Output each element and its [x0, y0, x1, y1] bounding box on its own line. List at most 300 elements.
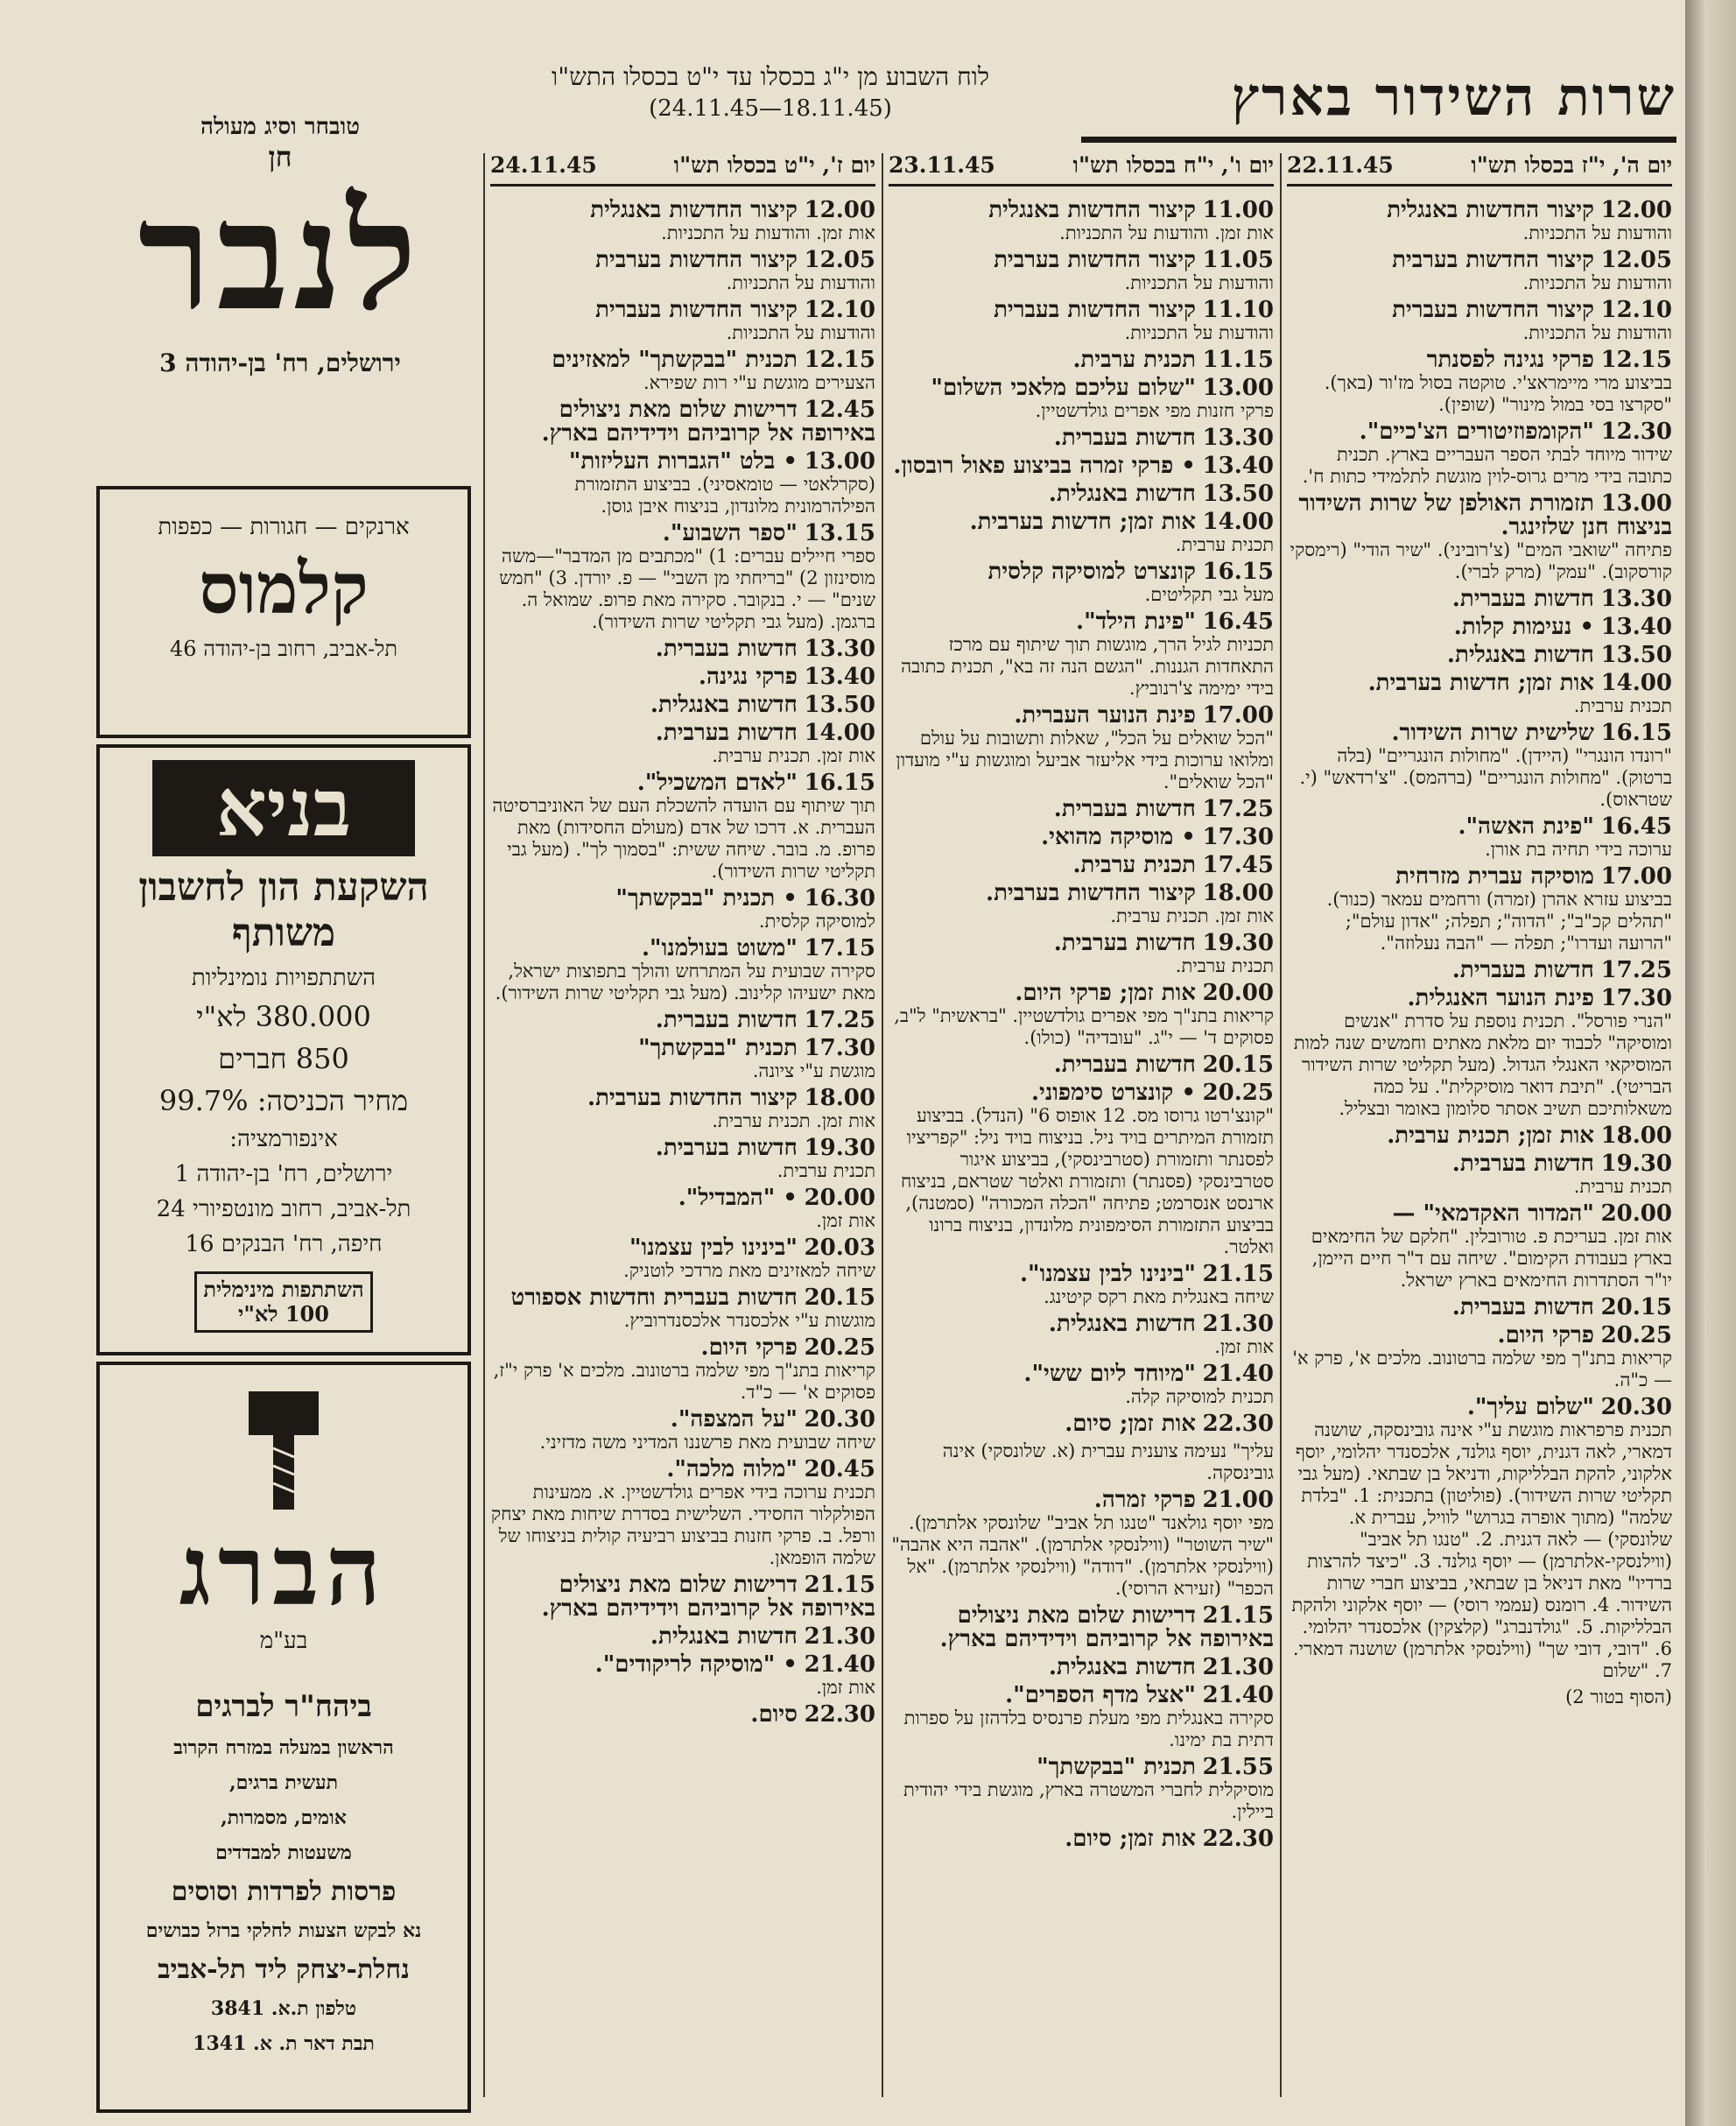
day-heading: [889, 153, 1274, 187]
ads-column: [79, 53, 464, 2110]
entry-time: 21.30: [804, 1623, 875, 1650]
day-heading: [1287, 153, 1672, 187]
entry-title: פרקי זמרה.: [1093, 1487, 1196, 1513]
entry-time: 13.00: [1202, 375, 1274, 401]
schedule-entry: [1287, 1324, 1672, 1391]
entry-title: חדשות בעברית.: [1451, 1294, 1594, 1320]
ad-sub: בע"מ: [259, 1628, 308, 1654]
day-date: 23.11.45: [889, 153, 995, 178]
entry-title: אות זמן; סיום.: [1065, 1826, 1196, 1852]
schedule-entry: [889, 854, 1274, 877]
entry-title: פרקי נגינה לפסנתר: [1426, 347, 1594, 373]
schedule-entry: [889, 610, 1274, 700]
entry-title: • מוסיקה מהואי.: [1041, 824, 1196, 850]
entry-time: 22.30: [1202, 1826, 1274, 1852]
entry-time: 13.30: [1600, 586, 1672, 612]
entry-description: אות זמן.: [1214, 1336, 1274, 1357]
entry-time: 21.30: [1202, 1311, 1274, 1337]
schedule-entry: [1287, 1396, 1672, 1682]
schedule-entry: [889, 704, 1274, 793]
entry-description: "הכל שואלים על הכל", שאלות ותשובות על עולם ומלואו ערוכות בידי אליעזר אביעל ומוגשות ע"י מועדון "הכל שואלים".: [896, 728, 1274, 792]
day-label: יום ו', י"ח בכסלו תש"ו: [1072, 153, 1274, 178]
entry-time: 17.00: [1202, 702, 1274, 729]
entry-title: תכנית "בבקשתך": [1037, 1754, 1196, 1780]
entry-title: חדשות בערבית.: [1053, 930, 1196, 956]
entry-time: 14.00: [1600, 670, 1672, 696]
entry-time: 13.40: [804, 664, 875, 690]
schedule-entry: [889, 1053, 1274, 1077]
entry-description: אות זמן. תכנית ערבית.: [712, 1110, 875, 1131]
entry-title: חדשות באנגלית.: [650, 692, 798, 718]
entry-time: 20.03: [804, 1235, 875, 1261]
entry-title: אות זמן; פרקי היום.: [1015, 980, 1196, 1006]
entry-description: אות זמן. בעריכת פ. טורובלין. "חלקם של החימאים בארץ בעבודת הקימום". שיחה עם ד"ר חיים היימן, יו"ר הסתדרות החימאים בארץ ישראל.: [1311, 1226, 1672, 1291]
schedule-entry: [490, 1408, 875, 1454]
entry-time: 12.15: [804, 347, 875, 373]
entry-title: קיצור החדשות בערבית.: [587, 1085, 798, 1111]
ad-line: תל-אביב, רחוב מונטפיורי 24: [156, 1196, 411, 1222]
entry-description: שיחה למאזינים מאת מרדכי לוטניק.: [623, 1260, 875, 1281]
ad-items: ארנקים — חגורות — כפפות: [158, 514, 410, 540]
entry-title: פרקי נגינה.: [698, 664, 798, 690]
schedule-entry: [889, 1412, 1274, 1436]
entry-title: פינת הנוער האנגלית.: [1407, 985, 1594, 1011]
entry-description: והודעות על התכניות.: [1522, 322, 1672, 343]
ad-line: נחלת-יצחק ליד תל-אביב: [158, 1954, 410, 1985]
entry-time: 20.00: [804, 1185, 875, 1211]
entry-description: שיחה באנגלית מאת רקס קיטינג.: [1044, 1286, 1274, 1307]
entry-time: 14.00: [804, 720, 875, 746]
ad-address: תל-אביב, רחוב בן-יהודה 46: [170, 637, 397, 661]
entry-description: תכנית ערבית.: [1175, 955, 1274, 976]
schedule-entry: [889, 1684, 1274, 1751]
schedule-entry: [1287, 987, 1672, 1120]
entry-title: חדשות בעברית.: [1053, 1052, 1196, 1078]
entry-time: 11.05: [1202, 247, 1274, 273]
schedule-entry: [1287, 420, 1672, 488]
schedule-entry: [889, 482, 1274, 506]
entry-description: בביצוע עזרא אהרן (זמרה) ורחמים עמאר (כנור). "תהלים קכ"ב"; "הדוה"; תפלה; "אדון עולם"; "הרועה ועדרו"; תפלה — "הבה נעלוזה".: [1326, 889, 1672, 954]
schedule-entry: [889, 199, 1274, 244]
entry-time: 12.00: [1600, 197, 1672, 223]
day-label: יום ז', י"ט בכסלו תש"ו: [673, 153, 875, 178]
entry-title: דרישות שלום מאת ניצולים באירופה אל קרוביהם וידידיהם בארץ.: [939, 1602, 1274, 1652]
schedule-entry: [490, 1087, 875, 1132]
entry-description: "קונצ'רטו גרוסו מס. 12 אופוס 6" (הנדל). בביצוע תזמורת המיתרים בויד ניל. בניצוח בויד ניל: "קפריציו לפסנתר ותזמורת (סטרבינסקי), בביצוע איגור סטרבינסקי (פסנתר) ותזמורת ואלטר שטראם, בניצוח ארנסט אנסרמט; פתיחה "הכלה המכורה" (סמטנה), בביצוע התזמורת הסימפונית מלונדון, בניצוח ברונו ואלטר.: [900, 1105, 1274, 1257]
schedule-entry: [1287, 299, 1672, 344]
entry-description: תוך שיתוף עם הועדה להשכלת העם של האוניברסיטה העברית. א. דרכו של אדם (מעולם החסידות) מאת פרופ. מ. בובר. שיחה ששית: "בסמוך לך". (מעל גבי תקליטי שרות השידור).: [492, 795, 875, 882]
schedule-entry: [490, 1186, 875, 1232]
entry-description: "רונדו הונגרי" (היידן). "מחולות הונגריים" (בלה ברטוק). "מחולות הונגריים" (ברהמס). "צ'רדאש" (י. שטראוס).: [1299, 745, 1672, 810]
schedule-entry: [490, 199, 875, 244]
schedule-entry: [1287, 672, 1672, 717]
entry-time: 13.50: [1202, 481, 1274, 507]
entry-title: חדשות בעברית.: [1451, 586, 1594, 612]
day-label: יום ה', י"ז בכסלו תש"ו: [1471, 153, 1672, 178]
entry-title: שלישית שרות השידור.: [1391, 720, 1594, 746]
entry-time: 17.15: [804, 935, 875, 961]
column-divider: [483, 153, 485, 2097]
entry-title: קיצור החדשות באנגלית: [988, 197, 1196, 223]
schedule-entry: [490, 1137, 875, 1182]
entry-description: קריאות בתנ"ך מפי אפרים גולדשטיין. "בראשית" ל"ב, פסוקים ד' — י"ג. "עובדיה" (כולו).: [894, 1005, 1274, 1048]
entry-description: והודעות על התכניות.: [726, 322, 875, 343]
entry-title: "לאדם המשכיל".: [636, 770, 798, 796]
entry-description: ערוכה בידי תחיה בת אורן.: [1485, 839, 1672, 860]
entry-title: קיצור החדשות באנגלית: [1387, 197, 1594, 223]
schedule-entry: [490, 937, 875, 1004]
entry-title: קיצור החדשות בעברית: [994, 297, 1196, 323]
entry-description: פרקי חזנות מפי אפרים גולדשטיין.: [1035, 400, 1274, 421]
page-title: שרות השידור בארץ: [1081, 58, 1676, 143]
entry-time: 20.30: [1600, 1394, 1672, 1420]
entry-time: 13.30: [1202, 425, 1274, 451]
entry-title: חדשות בערבית.: [655, 1135, 798, 1161]
schedule-entry: [889, 348, 1274, 372]
entry-title: "פינת האשה".: [1458, 813, 1594, 840]
schedule-entry: [889, 982, 1274, 1049]
entry-time: 11.10: [1202, 297, 1274, 323]
entry-time: 20.15: [804, 1285, 875, 1311]
entry-title: קיצור החדשות בערבית: [595, 247, 798, 273]
entry-description: תכניות לגיל הרך, מוגשות תוך שיתוף עם מרכז התאחדות הגננות. "הגשם הנה זה בא", תכנית כתובה בידי ימימה צ'רנוביץ.: [901, 634, 1274, 699]
schedule-entry: [490, 1236, 875, 1282]
entry-title: חדשות באנגלית.: [1048, 1654, 1196, 1680]
entry-description: אות זמן.: [816, 1210, 875, 1231]
entry-time: 16.30: [804, 885, 875, 912]
entry-title: חדשות בערבית.: [655, 720, 798, 746]
entry-description: מפי יוסף גולאנד "טנגו תל אביב" שלונסקי אלתרמן). "שיר השוטר" (ווילנסקי אלתרמן). "אהבה היא אהבה" (ווילנסקי אלתרמן). "דודה" (ווילנסקי אלתרמן). "אל הכפר" (זעירא הרוסי).: [891, 1512, 1274, 1599]
entry-time: 20.30: [804, 1406, 875, 1433]
entry-description: פתיחה "שואבי המים" (צ'רוביני). "שיר הודי" (רימסקי קורסקוב). "עמק" (מרק לברי).: [1290, 539, 1672, 582]
entry-time: 13.40: [1202, 453, 1274, 479]
entry-title: פינת הנוער העברית.: [1014, 702, 1196, 729]
entry-title: "משוט בעולמנו".: [641, 935, 798, 961]
entry-time: 13.30: [804, 636, 875, 662]
entry-title: "פינת הילד".: [1076, 609, 1196, 635]
schedule-entry: [1287, 199, 1672, 244]
entry-time: 20.00: [1600, 1200, 1672, 1227]
entry-title: אות זמן; סיום.: [1065, 1411, 1196, 1437]
entry-title: אות זמן; חדשות בערבית.: [1367, 670, 1594, 696]
entry-description: למוסיקה קלסית.: [758, 911, 875, 932]
schedule-entry: [1287, 1202, 1672, 1292]
ad-headline: ביהח"ר לברגים: [195, 1689, 372, 1724]
entry-description: והודעות על התכניות.: [1522, 222, 1672, 243]
entry-time: 20.15: [1600, 1294, 1672, 1320]
entry-title: • "מוסיקה לריקודים".: [594, 1651, 798, 1678]
schedule-entry: [889, 1263, 1274, 1308]
ad-investment: [96, 744, 471, 1355]
entry-description: סקירה שבועית על המתרחש והולך בתפוצות ישראל, מאת ישעיהו קלינוב. (מעל גבי תקליטי שרות השידור).: [495, 961, 875, 1003]
entry-title: "מלוה מלכה".: [666, 1456, 798, 1482]
entry-time: 22.30: [804, 1701, 875, 1728]
entry-title: חדשות בעברית.: [1451, 957, 1594, 983]
schedule-entry: [490, 450, 875, 517]
entry-title: דרישות שלום מאת ניצולים באירופה אל קרוביהם וידידיהם בארץ.: [541, 1572, 875, 1622]
schedule-entry: [490, 665, 875, 689]
entry-title: • תכנית "בבקשתך": [615, 885, 798, 912]
entry-description: תכנית פרפראות מוגשת ע"י אינה גובינסקה, שושנה דמארי, לאה דגנית, יוסף גולנד, אלכסנדר יהלומי, יוסף אלקוני, להקת הבלליקות, ודניאל בן שבתאי. (מעל גבי תקליטי שרות השידור). (פוליטון) בתכנית: 1. "בלדת שלמה" (מתוך אופרה בגרוש" לוויל, עברית א. שלונסקי) — לאה דגנית. 2. "טנגו תל אביב" (ווילנסקי-אלתרמן) — יוסף גולנד. 3. "כיצד להרצות ברדיו" מאת דניאל בן שבתאי, בביצוע חברי שרות השידור. 4. רומנס (עממי רוסי) — יוסף אלקוני ולהקת הבלליקות. 5. "גולדנברג" (קלצקין) אלכסנדר יהלומי. 6. "דובי, דובי שך" (ווילנסקי אלתרמן) שושנה דמארי. 7. "שלום: [1291, 1419, 1672, 1681]
schedule-entry: [1287, 249, 1672, 294]
entry-title: • פרקי זמרה בביצוע פאול רובסון.: [893, 453, 1196, 479]
ad-line: חיפה, רח' הבנקים 16: [185, 1231, 383, 1257]
ad-line: ירושלים, רח' בן-יהודה 1: [174, 1161, 393, 1187]
ad-lanber: [96, 53, 464, 473]
schedule-entry: [1287, 722, 1672, 811]
schedule-entry: [1287, 815, 1672, 861]
entry-time: 12.30: [1600, 419, 1672, 445]
week-line: [490, 61, 1051, 124]
entry-description: "הנרי פורסל". תכנית נוספת על סדרת "אנשים ומוסיקה" לכבוד יום מלאת מאתים וחמשים שנה למות המוסיקאי האנגלי הגדול. (מעל תקליטי שרות השידור הבריטי). "תיבת דואר מוסיקלית". על כמה משאלותיכם תשיב אסתר סלומון באומר ובצליל.: [1293, 1010, 1672, 1119]
schedule-entry: [889, 1081, 1274, 1258]
entry-description: שידור מיוחד לבתי הספר העבריים בארץ. תכנית כתובה בידי מרים גרוס-לוין מוגשת לתלמידי כתות ח'.: [1302, 444, 1672, 487]
schedule-entry: [1287, 1296, 1672, 1320]
entry-time: 21.40: [804, 1651, 875, 1678]
entry-time: 16.15: [1202, 559, 1274, 585]
entry-time: 17.25: [1600, 957, 1672, 983]
entry-title: חדשות באנגלית.: [1048, 481, 1196, 507]
entry-title: פרקי היום.: [1497, 1322, 1594, 1348]
entry-time: 17.25: [804, 1007, 875, 1033]
entry-time: 13.15: [804, 520, 875, 546]
entry-description: שיחה שבועית מאת פרשננו המדיני משה מדזיני.: [539, 1432, 875, 1453]
entry-description: תכנית ערבית.: [777, 1160, 875, 1181]
schedule-entry: [1287, 492, 1672, 583]
entry-time: 20.25: [1600, 1322, 1672, 1348]
bolt-icon: [196, 1383, 371, 1514]
schedule-entry: [1287, 616, 1672, 639]
entry-description: קריאות בתנ"ך מפי שלמה ברטונוב. מלכים א', פרק א' — כ"ה.: [1292, 1348, 1672, 1390]
entry-time: 12.45: [804, 397, 875, 423]
ad-haboreg: [96, 1362, 471, 2113]
schedule-entry: [889, 826, 1274, 849]
schedule-entry: [889, 1656, 1274, 1679]
entry-title: חדשות בעברית.: [1053, 425, 1196, 451]
schedule-entry: [889, 377, 1274, 422]
entry-title: "על המצפה".: [670, 1406, 798, 1433]
entry-title: תזמורת האולפן של שרות השידור בניצוח חנן שלזינגר.: [1298, 490, 1672, 540]
schedule-entry: [889, 510, 1274, 556]
schedule-entry: [889, 1827, 1274, 1851]
schedule-entry: [889, 882, 1274, 927]
entry-time: 18.00: [1600, 1123, 1672, 1149]
entry-title: תכנית ערבית.: [1072, 347, 1196, 373]
entry-description: ספרי חיילים עברים: 1) "מכתבים מן המדבר"—משה מוסינזון 2) "בריחתי מן השבי" — פ. יורדן. 3) "חמש שנים" — י. בנקובר. סקירה מאת פרופ. שמואל ה. ברגמן. (מעל גבי תקליטי שרות השידור).: [499, 546, 875, 632]
entry-time: 20.00: [1202, 980, 1274, 1006]
schedule-entry: [490, 887, 875, 933]
schedule-entry: [889, 560, 1274, 606]
entry-description: (סקרלאטי — טומאסיני). בביצוע התזמורת הפילהרמונית מלונדון, בניצוח איבן גוסן.: [574, 474, 875, 517]
ad-line: משעטות למבדדים: [215, 1841, 352, 1864]
schedule-entry: [889, 1362, 1274, 1408]
schedule-entry: [490, 522, 875, 633]
schedule-entry: [1287, 1152, 1672, 1198]
entry-time: 19.30: [804, 1135, 875, 1161]
entry-title: • קונצרט סימפוני.: [1030, 1080, 1196, 1106]
entry-time: 12.10: [1600, 297, 1672, 323]
entry-title: קיצור החדשות באנגלית: [590, 197, 798, 223]
entry-time: 21.40: [1202, 1361, 1274, 1387]
schedule-entry: [1287, 1124, 1672, 1148]
entry-description: מוגשת ע"י ציונה.: [752, 1060, 875, 1081]
ad-line: אומים, מסמרות,: [221, 1806, 347, 1829]
entry-description: בביצוע מרי מיימראצ'י. טוקטה בסול מז'ור (באך). "סקרצו בסי במול מינור" (שופין).: [1324, 372, 1672, 415]
ad-line: הראשון במעלה במזרח הקרוב: [173, 1736, 394, 1759]
entry-title: "אצל מדף הספרים".: [1005, 1682, 1196, 1708]
entry-time: 20.15: [1202, 1052, 1274, 1078]
entry-time: 20.45: [804, 1456, 875, 1482]
schedule-entry: [490, 398, 875, 446]
ad-banner: בניא: [152, 760, 415, 856]
schedule-entry: [490, 1009, 875, 1032]
ad-tagline: טובחר וסיג מעולה: [200, 114, 360, 140]
entry-time: 13.50: [1600, 642, 1672, 668]
week-range: לוח השבוע מן י"ג בכסלו עד י"ט בכסלו התש"ו: [552, 62, 989, 91]
day-date: 22.11.45: [1287, 153, 1394, 178]
entry-description: והודעות על התכניות.: [1124, 322, 1274, 343]
entry-title: חדשות באנגלית.: [650, 1623, 798, 1650]
schedule-entry: [889, 1604, 1274, 1651]
entry-time: 22.30: [1202, 1411, 1274, 1437]
entry-time: 21.00: [1202, 1487, 1274, 1513]
column-divider: [1280, 153, 1282, 2097]
ad-line: תבת דאר ת. א. 1341: [193, 2032, 375, 2055]
entry-description: והודעות על התכניות.: [1124, 272, 1274, 293]
schedule-entry: [490, 1625, 875, 1649]
entry-description: תכנית ערבית.: [1573, 695, 1672, 716]
schedule-entry: [1287, 588, 1672, 611]
entry-title: "שלום עליכם מלאכי השלום": [931, 375, 1196, 401]
entry-time: 21.40: [1202, 1682, 1274, 1708]
entry-title: תכנית "בבקשתך" למאזינים: [552, 347, 798, 373]
entry-time: 18.00: [1202, 880, 1274, 906]
entry-title: קיצור החדשות בערבית: [994, 247, 1196, 273]
entry-description: אות זמן. והודעות על התכניות.: [661, 222, 875, 243]
ad-line: השתתפויות נומינליות: [191, 965, 376, 991]
entry-title: חדשות בעברית וחדשות אספורט: [510, 1285, 798, 1311]
entry-title: חדשות באנגלית.: [1446, 642, 1594, 668]
entry-description: והודעות על התכניות.: [726, 272, 875, 293]
entry-description: תכנית ערבית.: [1175, 534, 1274, 555]
column-divider: [882, 153, 883, 2097]
entry-time: 16.45: [1600, 813, 1672, 840]
entry-time: 17.30: [804, 1035, 875, 1061]
schedule-entry: [490, 348, 875, 394]
entry-time: 20.25: [804, 1334, 875, 1361]
entry-description: אות זמן. והודעות על התכניות.: [1059, 222, 1274, 243]
schedule-entry: [1287, 644, 1672, 667]
entry-description: מוסיקלית לחברי המשטרה בארץ, מוגשת בידי יהודית ביילין.: [903, 1779, 1274, 1822]
day-date: 24.11.45: [490, 153, 597, 178]
ad-line: 380.000 לא"י: [196, 1000, 371, 1033]
entry-time: 11.15: [1202, 347, 1274, 373]
entry-title: מוסיקה עברית מזרחית: [1395, 863, 1594, 890]
entry-title: קיצור החדשות בעברית: [595, 297, 798, 323]
entry-time: 16.15: [804, 770, 875, 796]
entry-title: קיצור החדשות בערבית: [1392, 247, 1594, 273]
ad-logo: הברג: [179, 1514, 389, 1627]
entry-time: 14.00: [1202, 509, 1274, 535]
entry-title: תכנית "בבקשתך": [638, 1035, 798, 1061]
entry-time: 12.05: [1600, 247, 1672, 273]
ad-word: חן: [268, 140, 292, 173]
entry-description: והודעות על התכניות.: [1522, 272, 1672, 293]
entry-description: אות זמן.: [816, 1677, 875, 1698]
schedule-entry: [889, 299, 1274, 344]
ad-line: אינפורמציה:: [229, 1126, 338, 1152]
schedule-column-friday: [889, 153, 1274, 2097]
entry-time: 17.25: [1202, 796, 1274, 822]
entry-title: "שלום עליך".: [1466, 1394, 1594, 1420]
schedule-entry: [889, 932, 1274, 977]
entry-time: 21.15: [804, 1572, 875, 1598]
entry-time: 16.45: [1202, 609, 1274, 635]
schedule-entry: [889, 1313, 1274, 1358]
entry-time: 13.40: [1600, 614, 1672, 640]
entry-time: 12.15: [1600, 347, 1672, 373]
entry-time: 17.45: [1202, 852, 1274, 878]
ad-line: תעשית ברגים,: [228, 1771, 339, 1794]
entry-time: 19.30: [1202, 930, 1274, 956]
entry-description: מוגשות ע"י אלכסנדר אלכסנדרוביץ.: [623, 1310, 875, 1331]
entry-title: • בלט "הגברות העליזות": [568, 448, 798, 475]
entry-title: "מיוחד ליום ששי".: [1023, 1361, 1196, 1387]
entry-title: "הקומפוזיטורים הצ'כיים".: [1359, 419, 1594, 445]
entry-time: 12.10: [804, 297, 875, 323]
entry-time: 13.00: [804, 448, 875, 475]
schedule-entry: [889, 798, 1274, 821]
entry-title: קונצרט למוסיקה קלסית: [987, 559, 1196, 585]
entry-time: 12.00: [804, 197, 875, 223]
entry-description: סקירה באנגלית מפי מעלת פרנסיס בלדהזן על ספרות דתית בת ימינו.: [903, 1707, 1274, 1750]
entry-title: • "המבדיל".: [678, 1185, 798, 1211]
schedule-column-saturday: [490, 153, 875, 2097]
entry-time: 13.50: [804, 692, 875, 718]
entry-title: חדשות בעברית.: [655, 636, 798, 662]
entry-time: 17.30: [1600, 985, 1672, 1011]
schedule-entry: [889, 249, 1274, 294]
entry-time: 20.25: [1202, 1080, 1274, 1106]
entry-time: 11.00: [1202, 197, 1274, 223]
entry-title: חדשות בעברית.: [655, 1007, 798, 1033]
ad-kalmus: [96, 486, 471, 738]
schedule-entry: [490, 693, 875, 717]
entry-title: אות זמן; חדשות בערבית.: [969, 509, 1196, 535]
entry-time: 17.30: [1202, 824, 1274, 850]
entry-title: סיום.: [750, 1701, 798, 1728]
ad-line: פרסות לפרדות וסוסים: [171, 1876, 397, 1907]
entry-description: מעל גבי תקליטים.: [1144, 584, 1274, 605]
schedule-entry: [490, 249, 875, 294]
entry-title: קיצור החדשות בעברית: [1392, 297, 1594, 323]
schedule-entry: [490, 1703, 875, 1727]
ad-line: מחיר הכניסה: 99.7%: [158, 1084, 409, 1117]
schedule-entry: [490, 637, 875, 661]
week-dates: (18.11.45—24.11.45): [649, 95, 892, 122]
schedule-entry: [889, 1756, 1274, 1823]
entry-title: חדשות באנגלית.: [1048, 1311, 1196, 1337]
entry-title: פרקי היום.: [700, 1334, 798, 1361]
schedule-entry: [1287, 348, 1672, 416]
entry-description: הצעירים מוגשת ע"י רות שפירא.: [643, 372, 875, 393]
entry-description: אות זמן. תכנית ערבית.: [1110, 905, 1274, 926]
ad-line: טלפון ת.א. 3841: [210, 1997, 357, 2020]
schedule-entry: [490, 722, 875, 767]
ad-headline: השקעת הון לחשבון משותף: [138, 865, 429, 955]
schedule-entry: [490, 771, 875, 883]
schedule-entry: [490, 1336, 875, 1404]
